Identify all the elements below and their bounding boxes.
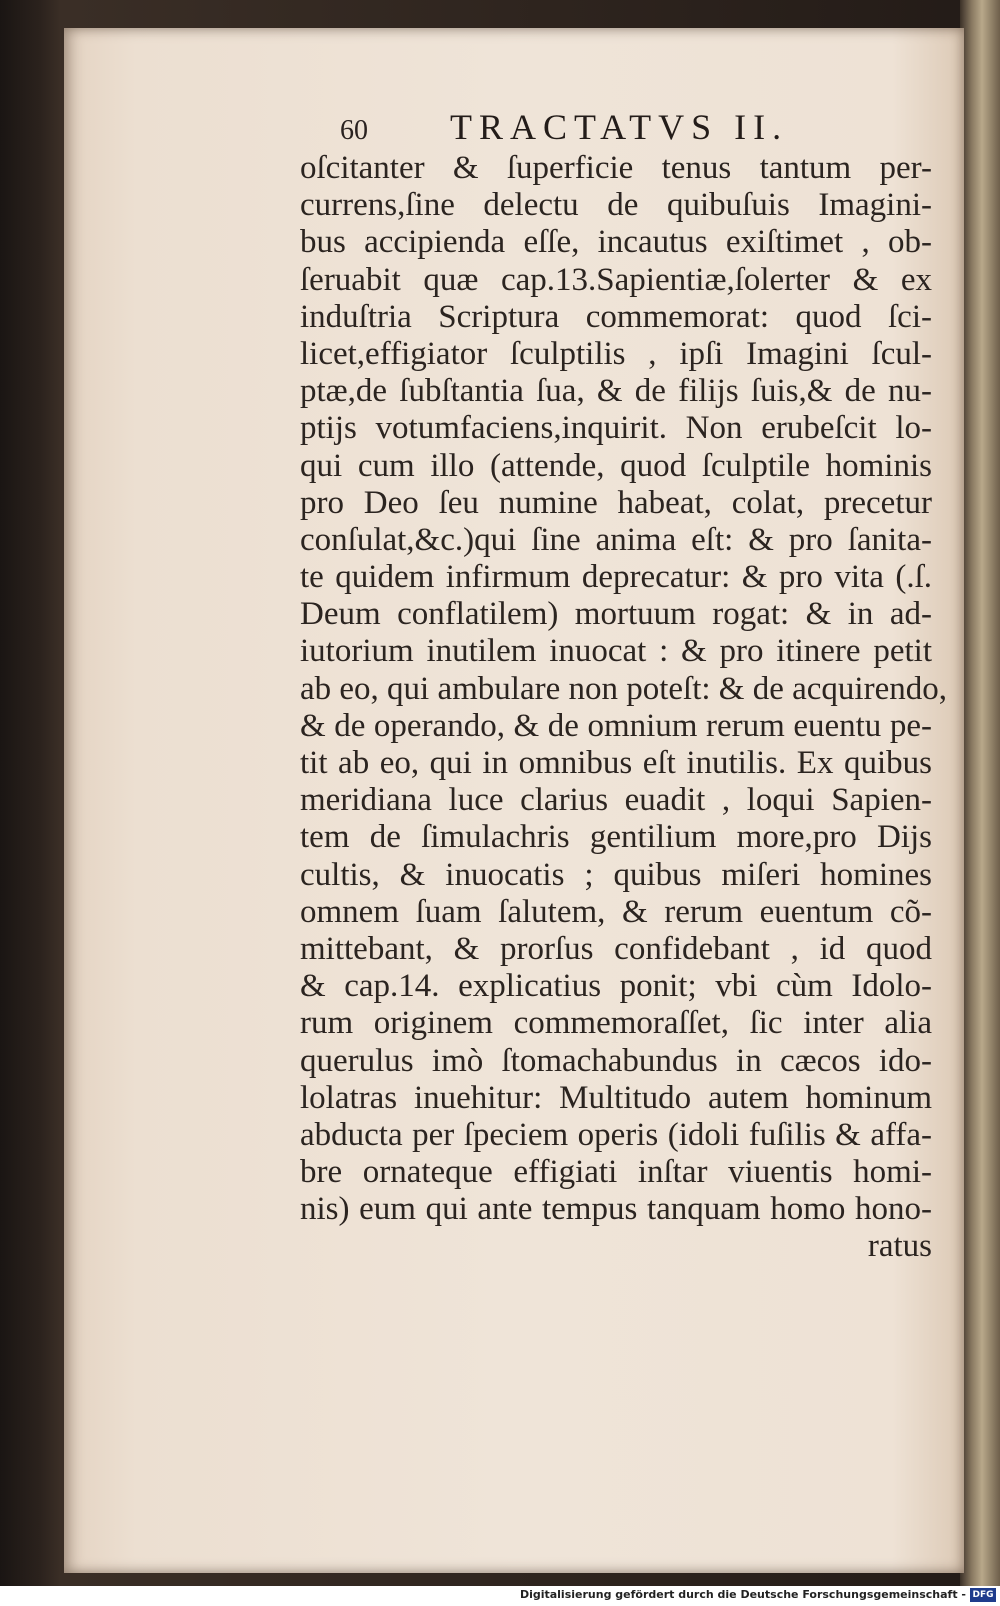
text-line: Deum conflatilem) mortuum rogat: & in ad- [300,596,932,633]
text-line: tem de ſimulachris gentilium more,pro Dijs [300,819,932,856]
text-line: abducta per ſpeciem operis (idoli fuſilis & affa- [300,1116,932,1153]
text-line: ptijs votumfaciens,inquirit. Non erubeſcit lo- [300,410,932,447]
running-title: TRACTATVS II. [450,107,789,147]
text-line: induſtria Scriptura commemorat: quod ſci- [300,298,932,335]
page-number: 60 [340,115,368,146]
text-line: ratus [867,1228,932,1265]
text-line: rum originem commemoraſſet, ſic inter alia [300,1005,932,1042]
text-line: nis) eum qui ante tempus tanquam homo hono- [300,1191,932,1228]
text-line: te quidem infirmum deprecatur: & pro vita (.ſ. [300,559,932,596]
text-line: iutorium inutilem inuocat : & pro itinere petit [300,633,932,670]
text-line: querulus imò ſtomachabundus in cæcos ido- [300,1042,932,1079]
text-line: licet,effigiator ſculptilis , ipſi Imagini ſcul- [300,335,932,372]
text-line: oſcitanter & ſuperficie tenus tantum per- [300,150,932,186]
book-edge [960,0,1000,1586]
text-line: tit ab eo, qui in omnibus eſt inutilis. Ex quibus [300,745,932,781]
text-line: bre ornateque effigiati inſtar viuentis homi- [300,1154,932,1191]
text-line: meridiana luce clarius euadit , loqui Sapien- [300,782,932,819]
text-line: bus accipienda eſſe, incautus exiſtimet , ob- [300,224,932,261]
text-line: pro Deo ſeu numine habeat, colat, precetur [300,484,932,521]
text-line: currens,ſine delectu de quibuſuis Imagini- [300,187,932,224]
text-line: mittebant, & prorſus confidebant , id quod [300,930,932,967]
text-line: conſulat,&c.)qui ſine anima eſt: & pro ſanita- [300,521,932,558]
footer-credit: Digitalisierung gefördert durch die Deutsche Forschungsgemeinschaft - [519,1588,966,1601]
text-line: omnem ſuam ſalutem, & rerum euentum cõ- [300,893,932,930]
text-line: cultis, & inuocatis ; quibus miſeri homines [300,856,932,893]
body-text [300,150,947,1266]
dfg-logo: DFG [970,1588,996,1602]
text-line: ſeruabit quæ cap.13.Sapientiæ,ſolerter & ex [300,261,932,298]
page-header [340,106,860,150]
text-line: qui cum illo (attende, quod ſculptile hominis [300,447,932,484]
text-line: & cap.14. explicatius ponit; vbi cùm Idolo- [300,968,932,1005]
text-line: lolatras inuehitur: Multitudo autem hominum [300,1079,932,1116]
text-line: & de operando, & de omnium rerum euentu pe- [300,707,932,744]
text-line: ab eo, qui ambulare non poteſt: & de acquirendo, [300,670,947,707]
text-line: ptæ,de ſubſtantia ſua, & de filijs ſuis,& de nu- [300,373,932,410]
